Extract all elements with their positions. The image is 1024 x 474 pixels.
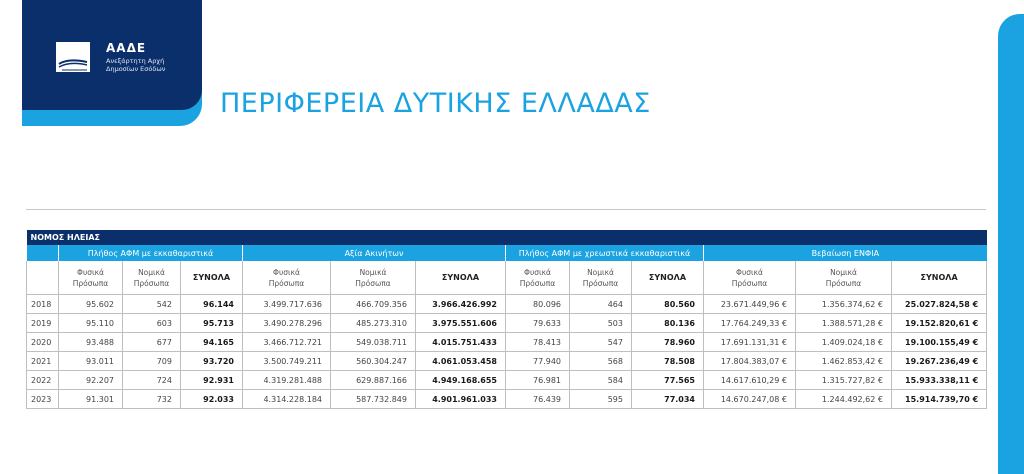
cell-legal-value: 560.304.247: [331, 352, 416, 371]
cell-total-tin: 95.713: [181, 314, 243, 333]
cell-legal-value: 466.709.356: [331, 295, 416, 314]
cell-total-tin: 96.144: [181, 295, 243, 314]
cell-physical-debit: 76.981: [506, 371, 570, 390]
cell-physical-value: 4.319.281.488: [243, 371, 331, 390]
cell-total-value: 4.061.053.458: [416, 352, 506, 371]
cell-legal-tin: 724: [123, 371, 181, 390]
cell-total-tin: 94.165: [181, 333, 243, 352]
logo-banner: [22, 0, 202, 126]
cell-physical-tin: 95.602: [59, 295, 123, 314]
cell-total-tin: 92.033: [181, 390, 243, 409]
sub-header-legal: Νομικά Πρόσωπα: [796, 261, 892, 295]
cell-legal-enfia: 1.388.571,28 €: [796, 314, 892, 333]
cell-year: 2020: [27, 333, 59, 352]
divider: [26, 209, 986, 210]
sub-header-year: [27, 261, 59, 295]
cell-legal-enfia: 1.315.727,82 €: [796, 371, 892, 390]
table-row: [27, 295, 987, 314]
cell-legal-debit: 464: [570, 295, 632, 314]
logo-name: ΑΑΔΕ: [106, 41, 147, 55]
cell-year: 2018: [27, 295, 59, 314]
cell-year: 2019: [27, 314, 59, 333]
cell-total-enfia: 15.933.338,11 €: [892, 371, 987, 390]
cell-legal-debit: 595: [570, 390, 632, 409]
cell-legal-enfia: 1.356.374,62 €: [796, 295, 892, 314]
cell-legal-debit: 584: [570, 371, 632, 390]
cell-legal-enfia: 1.244.492,62 €: [796, 390, 892, 409]
cell-total-debit: 77.565: [632, 371, 704, 390]
cell-legal-tin: 677: [123, 333, 181, 352]
cell-physical-value: 4.314.228.184: [243, 390, 331, 409]
table-row: [27, 352, 987, 371]
logo-panel: [22, 0, 202, 110]
cell-total-value: 4.901.961.033: [416, 390, 506, 409]
table-row: [27, 314, 987, 333]
right-accent-bar: [998, 14, 1024, 474]
cell-physical-tin: 95.110: [59, 314, 123, 333]
data-table: [26, 230, 987, 409]
page-title: ΠΕΡΙΦΕΡΕΙΑ ΔΥΤΙΚΗΣ ΕΛΛΑΔΑΣ: [220, 88, 651, 119]
cell-physical-tin: 91.301: [59, 390, 123, 409]
sub-header-legal: Νομικά Πρόσωπα: [331, 261, 416, 295]
sub-header-legal: Νομικά Πρόσωπα: [570, 261, 632, 295]
cell-physical-enfia: 14.670.247,08 €: [704, 390, 796, 409]
group-header-row: [27, 245, 987, 261]
cell-total-enfia: 19.100.155,49 €: [892, 333, 987, 352]
table-row: [27, 371, 987, 390]
cell-physical-enfia: 14.617.610,29 €: [704, 371, 796, 390]
sub-header-physical: Φυσικά Πρόσωπα: [243, 261, 331, 295]
sub-header-total: ΣΥΝΟΛΑ: [892, 261, 987, 295]
cell-total-value: 3.966.426.992: [416, 295, 506, 314]
cell-physical-debit: 77.940: [506, 352, 570, 371]
logo-subtitle-line-1: Ανεξάρτητη Αρχή: [106, 57, 165, 65]
cell-total-value: 3.975.551.606: [416, 314, 506, 333]
cell-total-debit: 77.034: [632, 390, 704, 409]
cell-legal-value: 629.887.166: [331, 371, 416, 390]
cell-total-value: 4.015.751.433: [416, 333, 506, 352]
cell-total-enfia: 19.267.236,49 €: [892, 352, 987, 371]
cell-physical-enfia: 17.691.131,31 €: [704, 333, 796, 352]
group-header-enfia-assessment: Βεβαίωση ΕΝΦΙΑ: [704, 245, 987, 261]
cell-legal-tin: 732: [123, 390, 181, 409]
cell-legal-value: 549.038.711: [331, 333, 416, 352]
cell-legal-value: 485.273.310: [331, 314, 416, 333]
cell-legal-debit: 568: [570, 352, 632, 371]
cell-physical-tin: 92.207: [59, 371, 123, 390]
cell-total-tin: 92.931: [181, 371, 243, 390]
cell-physical-value: 3.466.712.721: [243, 333, 331, 352]
group-header-tin-count: Πλήθος ΑΦΜ με εκκαθαριστικά: [59, 245, 243, 261]
cell-legal-enfia: 1.409.024,18 €: [796, 333, 892, 352]
cell-total-enfia: 15.914.739,70 €: [892, 390, 987, 409]
cell-total-debit: 78.508: [632, 352, 704, 371]
cell-year: 2023: [27, 390, 59, 409]
cell-legal-debit: 503: [570, 314, 632, 333]
group-header-debit-tin-count: Πλήθος ΑΦΜ με χρεωστικά εκκαθαριστικά: [506, 245, 704, 261]
table-title: ΝΟΜΟΣ ΗΛΕΙΑΣ: [27, 230, 987, 245]
cell-physical-tin: 93.011: [59, 352, 123, 371]
table-row: [27, 390, 987, 409]
logo-subtitle: [106, 57, 196, 73]
cell-total-debit: 78.960: [632, 333, 704, 352]
cell-physical-enfia: 23.671.449,96 €: [704, 295, 796, 314]
sub-header-legal: Νομικά Πρόσωπα: [123, 261, 181, 295]
sub-header-physical: Φυσικά Πρόσωπα: [59, 261, 123, 295]
cell-legal-enfia: 1.462.853,42 €: [796, 352, 892, 371]
cell-total-debit: 80.136: [632, 314, 704, 333]
cell-legal-debit: 547: [570, 333, 632, 352]
cell-physical-value: 3.499.717.636: [243, 295, 331, 314]
cell-physical-debit: 78.413: [506, 333, 570, 352]
sub-header-total: ΣΥΝΟΛΑ: [416, 261, 506, 295]
cell-physical-tin: 93.488: [59, 333, 123, 352]
data-table-container: [26, 230, 986, 409]
cell-total-debit: 80.560: [632, 295, 704, 314]
sub-header-total: ΣΥΝΟΛΑ: [181, 261, 243, 295]
group-header-blank: [27, 245, 59, 261]
table-title-row: [27, 230, 987, 245]
cell-legal-value: 587.732.849: [331, 390, 416, 409]
logo-subtitle-line-2: Δημοσίων Εσόδων: [106, 65, 166, 73]
cell-total-value: 4.949.168.655: [416, 371, 506, 390]
cell-physical-value: 3.490.278.296: [243, 314, 331, 333]
sub-header-physical: Φυσικά Πρόσωπα: [506, 261, 570, 295]
cell-legal-tin: 542: [123, 295, 181, 314]
cell-physical-enfia: 17.764.249,33 €: [704, 314, 796, 333]
table-row: [27, 333, 987, 352]
sub-header-total: ΣΥΝΟΛΑ: [632, 261, 704, 295]
cell-legal-tin: 603: [123, 314, 181, 333]
sub-header-row: [27, 261, 987, 295]
cell-physical-debit: 76.439: [506, 390, 570, 409]
aade-logo-icon: [56, 42, 94, 76]
cell-physical-debit: 79.633: [506, 314, 570, 333]
cell-total-enfia: 25.027.824,58 €: [892, 295, 987, 314]
cell-year: 2021: [27, 352, 59, 371]
table-body: [27, 295, 987, 409]
group-header-property-value: Αξία Ακινήτων: [243, 245, 506, 261]
cell-total-enfia: 19.152.820,61 €: [892, 314, 987, 333]
cell-physical-enfia: 17.804.383,07 €: [704, 352, 796, 371]
cell-total-tin: 93.720: [181, 352, 243, 371]
cell-physical-value: 3.500.749.211: [243, 352, 331, 371]
cell-year: 2022: [27, 371, 59, 390]
cell-legal-tin: 709: [123, 352, 181, 371]
sub-header-physical: Φυσικά Πρόσωπα: [704, 261, 796, 295]
cell-physical-debit: 80.096: [506, 295, 570, 314]
